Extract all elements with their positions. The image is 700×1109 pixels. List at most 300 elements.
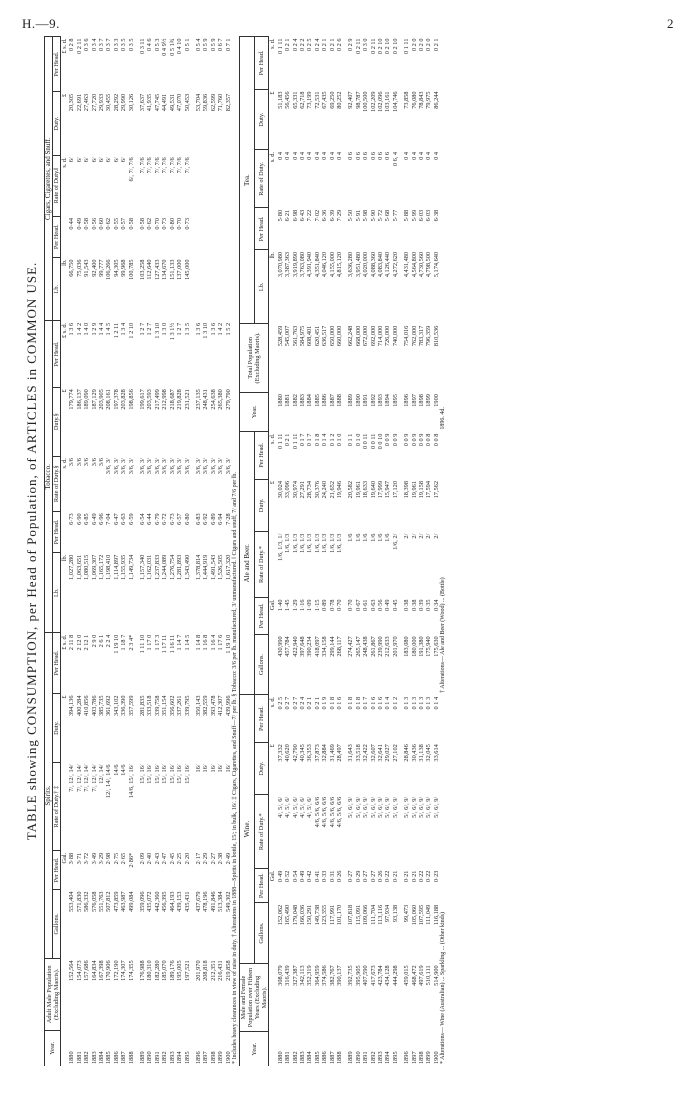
upper-cell: 7/, 12/, 14/ xyxy=(68,764,76,792)
lower-cell: 4,815,120 xyxy=(336,251,343,278)
group-cigars: Cigars, Cigarettes, and Snuff. xyxy=(45,37,53,321)
lower-cell: 5·72 xyxy=(377,209,385,222)
upper-cell: 393,478 xyxy=(209,695,217,716)
lower-cell: 1/6 xyxy=(362,533,370,542)
lower-cell: 0 2 1 xyxy=(321,38,329,52)
upper-cell: 28,292 xyxy=(112,93,120,112)
lower-cell: 36,353 xyxy=(306,744,314,762)
lower-cell: 32,045 xyxy=(425,744,433,762)
upper-cell: 3/6, 3/ xyxy=(194,458,202,475)
lower-cell: 31,469 xyxy=(328,744,336,762)
upper-cell: 2 11 8 xyxy=(68,634,76,651)
upper-cell: 170,906 xyxy=(105,960,113,981)
lower-cell: 1887 xyxy=(328,1051,336,1064)
upper-cell: 164,834 xyxy=(90,960,98,981)
lower-cell: 56,456 xyxy=(284,91,292,109)
upper-cell xyxy=(210,216,217,257)
lower-cell: 19,961 xyxy=(410,481,418,499)
lower-cell: 1·09 xyxy=(306,599,314,612)
upper-cell: 6·90 xyxy=(75,513,83,525)
upper-cell: 2·38 xyxy=(217,852,225,865)
lower-cell: 390,234 xyxy=(306,636,314,657)
upper-col-year: Year. xyxy=(45,1030,61,1066)
document-id: H.—9. xyxy=(22,16,60,31)
upper-cell: 0 3 7 xyxy=(98,38,106,52)
upper-cell: 3/6, 3/ xyxy=(217,458,225,475)
lower-cell: 4/, 5/, 6/ xyxy=(284,796,292,818)
upper-cell: 1 19 10 xyxy=(224,634,232,654)
upper-table-row xyxy=(161,37,168,1067)
lower-cell: 0 1 7 xyxy=(362,696,370,710)
lower-cell: 0 6, 4 xyxy=(391,151,399,167)
lower-cell: 0 1 11 xyxy=(276,433,284,450)
upper-cell: 2·17 xyxy=(194,852,202,865)
lower-cell: 99,473 xyxy=(403,904,411,923)
lower-cell: 0 1 3 xyxy=(425,696,433,710)
upper-table-row xyxy=(202,37,209,1067)
lower-cell: 15,947 xyxy=(384,481,392,499)
lower-cell: 32,607 xyxy=(369,744,377,762)
lower-cell: 1/6, 1/3 xyxy=(284,533,292,553)
lower-cell: 73,858 xyxy=(403,91,411,109)
lower-cell: 103,161 xyxy=(384,91,392,112)
lower-cell: 0·49 xyxy=(298,870,306,883)
upper-cell: 279,790 xyxy=(224,389,232,410)
upper-cell: 0·62 xyxy=(105,218,113,230)
upper-cell: 6·94 xyxy=(217,513,225,525)
upper-table-row xyxy=(154,37,161,1067)
lower-cell: 459,015 xyxy=(403,965,411,986)
lower-cell: 28,846 xyxy=(403,744,411,762)
lower-cell: 0·70 xyxy=(336,599,343,612)
upper-table-row xyxy=(176,37,183,1067)
lower-table-row xyxy=(284,37,291,1067)
lower-cell: 0 1 2 xyxy=(391,696,399,710)
lower-cell: 0 4 xyxy=(306,151,314,160)
lower-cell: 423,784 xyxy=(377,965,385,986)
upper-cell xyxy=(202,155,209,216)
lower-cell: 18,633 xyxy=(362,481,370,499)
upper-cell: 180,310 xyxy=(146,960,154,981)
upper-cell: 412,307 xyxy=(217,695,225,716)
lower-cell: 40,345 xyxy=(298,744,306,762)
lower-cell: 6·38 xyxy=(432,209,440,222)
lower-cell: 32,422 xyxy=(362,744,370,762)
lower-cell: 7·22 xyxy=(306,209,314,222)
upper-cell: 549,302 xyxy=(224,891,232,912)
lower-col-perhead: Per Head. xyxy=(254,869,269,903)
lower-cell: 17,999 xyxy=(377,481,385,499)
lower-cell: 0 6 xyxy=(347,151,355,160)
upper-cell: 0·56 xyxy=(90,218,98,230)
upper-cell: 219,858 xyxy=(224,960,232,981)
lower-cell: 342,113 xyxy=(298,965,306,986)
upper-cell: 1,069,307 xyxy=(90,554,98,580)
upper-cell: 1898 xyxy=(209,1051,217,1064)
lower-cell: 1/6, 1/3 xyxy=(313,533,321,553)
lower-cell: 212,633 xyxy=(384,636,392,657)
upper-cell: 15/, 16/ xyxy=(168,764,176,784)
lower-cell: 1/6 xyxy=(377,533,385,542)
upper-cell: 0 5 9 xyxy=(209,38,217,52)
upper-cell: 2·43 xyxy=(153,852,161,865)
lower-cell: 19,158 xyxy=(418,481,426,499)
lower-cell: 5·98 xyxy=(362,209,370,222)
upper-cell: 1,157,340 xyxy=(139,554,147,580)
upper-col-perhead: Per Head. xyxy=(53,851,61,890)
lower-cell: 4/6, 5/6, 6/6 xyxy=(313,796,321,828)
upper-cell xyxy=(202,216,209,257)
lower-cell: 100,500 xyxy=(362,91,370,112)
lower-cell: 0 1 11 xyxy=(291,433,299,450)
unit-pound: £ xyxy=(61,695,68,699)
lower-cell: 4,272,620 xyxy=(391,251,399,278)
upper-cell: 456,395 xyxy=(161,891,169,912)
lower-cell: 105,060 xyxy=(410,904,418,926)
lower-cell: 1894 xyxy=(384,1051,392,1064)
lower-cell: 514,900 xyxy=(432,965,440,986)
lower-cell: 660,000 xyxy=(336,325,343,347)
lower-cell: 0 1 4 xyxy=(432,696,440,710)
upper-cell: 1 17 11 xyxy=(161,634,169,654)
upper-cell: 356,602 xyxy=(168,695,176,716)
upper-cell: 6·80 xyxy=(183,513,191,525)
upper-cell: 1882 xyxy=(83,1051,91,1064)
upper-cell: 0 3 11 xyxy=(139,38,147,55)
lower-col-year: Year. xyxy=(240,1032,269,1066)
lower-cell: 1886 xyxy=(321,1051,329,1064)
lower-cell: 1892 xyxy=(369,394,377,407)
lower-cell: 1881 xyxy=(284,394,292,407)
lower-cell: 0 1 8 xyxy=(347,696,355,710)
lower-cell: 395,905 xyxy=(354,965,362,986)
upper-cell: 7/, 7/6 xyxy=(161,157,169,174)
upper-cell xyxy=(225,216,232,257)
lower-cell: 6·98 xyxy=(291,209,299,222)
lower-cell: 0·27 xyxy=(369,870,377,883)
upper-cell: 2·09 xyxy=(139,852,147,865)
lower-table-body xyxy=(277,37,441,1067)
upper-cell: 435,431 xyxy=(183,891,191,912)
upper-cell xyxy=(202,257,209,320)
lower-cell: 810,536 xyxy=(432,325,440,347)
upper-cell: 1,343,490 xyxy=(183,554,191,580)
lower-cell: 0·35 xyxy=(425,599,433,612)
lower-cell: 1896 xyxy=(403,394,411,407)
upper-cell xyxy=(195,216,202,257)
upper-cell: 1 11 10 xyxy=(139,634,147,654)
lower-table-row xyxy=(403,37,410,1067)
lower-cell: 0 2 2 xyxy=(298,38,306,52)
upper-cell: 1 17 0 xyxy=(146,634,154,651)
lower-cell: 0·52 xyxy=(284,870,292,883)
lower-cell: 0 2 0 xyxy=(410,38,418,52)
unit-sd: s. d. xyxy=(61,458,68,469)
lower-cell: 0·39 xyxy=(418,599,426,612)
lower-cell: 0 1 11 xyxy=(276,38,284,55)
lower-cell: 0 2 4 xyxy=(291,38,299,52)
lower-cell: 1894 xyxy=(384,394,392,407)
lower-table-row xyxy=(377,37,384,1067)
upper-cell: 3/6, 3/ xyxy=(176,458,184,475)
lower-cell: 5/, 6/, 9/ xyxy=(384,796,392,818)
upper-cell: 1890 xyxy=(146,1051,154,1064)
lower-unit-gal: Gal. xyxy=(269,870,277,882)
upper-cell: 1,080,515 xyxy=(83,554,91,580)
lower-cell: 72,531 xyxy=(313,91,321,109)
lower-cell: 0·63 xyxy=(369,599,377,612)
lower-cell: 7·02 xyxy=(313,209,321,222)
upper-cell: 37,637 xyxy=(139,93,147,112)
lower-table-row xyxy=(411,37,418,1067)
upper-cell: 6·92 xyxy=(202,513,210,525)
upper-cell: 0 5 4 xyxy=(194,38,202,52)
upper-cell: 172,190 xyxy=(112,960,120,981)
lower-table-row xyxy=(277,37,284,1067)
lower-cell: 7·29 xyxy=(336,209,343,222)
lower-cell: 796,359 xyxy=(425,325,433,347)
lower-cell: 390,137 xyxy=(336,965,343,986)
lower-cell: 0 0 9 xyxy=(391,433,399,447)
lower-cell: 149,738 xyxy=(313,904,321,926)
upper-cell: 0·58 xyxy=(139,218,147,230)
upper-cell: 59,836 xyxy=(202,93,210,112)
upper-cell: 0 4 9½ xyxy=(161,38,169,56)
lower-unit-sd: s. d. xyxy=(269,696,277,708)
upper-cell: 7·04 xyxy=(105,513,113,525)
lower-cell: 17,562 xyxy=(432,481,440,499)
upper-cell: 6/ xyxy=(112,157,120,163)
lower-cell: 0 0 9 xyxy=(410,433,418,447)
lower-cell: 76,080 xyxy=(410,91,418,109)
lower-cell: 4,088,360 xyxy=(369,251,377,278)
upper-cell: 1900 xyxy=(224,1051,232,1064)
lower-table-row xyxy=(347,37,354,1067)
upper-cell: 197,378 xyxy=(112,389,120,410)
lower-cell: 18,398 xyxy=(403,481,411,499)
lower-cell: 97,934 xyxy=(384,904,392,923)
lower-col-year-2: Year. xyxy=(240,392,269,431)
upper-cell: 66,750 xyxy=(68,259,76,277)
lower-cell: 1·29 xyxy=(291,599,299,612)
lower-cell: 69,250 xyxy=(328,91,336,109)
upper-col-duty-3: Duty. xyxy=(53,92,61,155)
lower-unit-sd-3: s. d. xyxy=(269,151,277,163)
upper-cell: 3/6, 3/ xyxy=(120,458,128,475)
lower-cell: 4,155,000 xyxy=(328,251,336,278)
upper-cell: 1,149,734 xyxy=(127,554,135,580)
upper-cell: 179,774 xyxy=(68,389,76,410)
lower-cell: 1/6 xyxy=(347,533,355,542)
upper-cell: 3/6, 3/ xyxy=(183,458,191,475)
upper-cell: 14/6, 15/, 16/ xyxy=(127,764,135,799)
lower-cell: 1888 xyxy=(336,394,343,407)
upper-cell: 137,000 xyxy=(176,259,184,280)
lower-cell: 1893 xyxy=(377,394,385,407)
upper-cell: 152,564 xyxy=(68,960,76,981)
upper-cell: 1,491,543 xyxy=(209,554,217,580)
lower-cell: 1895 xyxy=(391,394,399,407)
lower-table-row xyxy=(314,37,321,1067)
lower-cell: 0·21 xyxy=(391,870,399,883)
lower-cell: 1884 xyxy=(306,1051,314,1064)
lower-cell: 0 2 0 xyxy=(418,38,426,52)
upper-col-duty-2: Duty.§ xyxy=(53,387,61,456)
lower-cell: 30,436 xyxy=(410,744,418,762)
lower-cell: 166,036 xyxy=(298,904,306,926)
lower-cell: 0 4 xyxy=(418,151,426,160)
upper-cell: 0 5 1¾ xyxy=(168,38,176,56)
lower-cell: 0 1 3 xyxy=(403,696,411,710)
upper-cell: 7/, 7/6 xyxy=(153,157,161,174)
lower-cell: 0 2 10 xyxy=(391,38,399,55)
upper-cell: 3/6 xyxy=(98,458,106,467)
upper-cell xyxy=(195,155,202,216)
lower-cell: 0 1 7 xyxy=(306,433,314,447)
upper-cell: 7/, 12/, 14/ xyxy=(83,764,91,792)
lower-col-total-pop: Total Population (Excluding Maoris). xyxy=(240,324,269,392)
upper-cell: 201,970 xyxy=(194,960,202,981)
lower-cell: 299,144 xyxy=(328,636,336,657)
upper-cell: 6/ xyxy=(105,157,113,163)
lower-cell: 104,746 xyxy=(391,91,399,112)
upper-cell: 3/6, 3/ xyxy=(161,458,169,475)
lower-cell: 20,582 xyxy=(347,481,355,499)
upper-cell: 0 3 7 xyxy=(105,38,113,52)
upper-cell xyxy=(210,257,217,320)
upper-col-lb: Lb. xyxy=(53,553,61,633)
lower-footnote-tea: 1896. 4d. xyxy=(440,407,447,430)
lower-cell: 0 1 4 xyxy=(384,696,392,710)
lower-cell: 0·61 xyxy=(362,599,370,612)
upper-cell: 3/6 xyxy=(90,458,98,467)
upper-cell: 198,856 xyxy=(127,389,135,410)
upper-cell: 100,785 xyxy=(127,259,135,280)
upper-cell: 1 2 11 xyxy=(112,322,120,339)
upper-cell: 1887 xyxy=(120,1051,128,1064)
upper-cell: 3·49 xyxy=(90,852,98,865)
lower-cell: 117,991 xyxy=(328,904,336,926)
upper-cell: 1 16 4 xyxy=(209,634,217,651)
lower-cell: 308,079 xyxy=(276,965,284,986)
upper-cell: 1899 xyxy=(217,1051,225,1064)
upper-cell: 403,786 xyxy=(90,695,98,716)
lower-cell: 0 2 1 xyxy=(284,433,292,447)
upper-cell: 6/ xyxy=(120,157,128,163)
upper-cell: 1,198,410 xyxy=(105,554,113,580)
upper-cell: 265,380 xyxy=(217,389,225,410)
lower-cell: 0·23 xyxy=(432,870,440,883)
lower-cell: 1/6, 1/3 xyxy=(291,533,299,553)
lower-cell: 0 2 1 xyxy=(432,38,440,52)
lower-cell: 510,111 xyxy=(425,965,433,986)
lower-cell: 1/6 xyxy=(384,533,392,542)
lower-cell: 374,586 xyxy=(321,965,329,986)
lower-cell: 32,641 xyxy=(377,744,385,762)
lower-footnote-ale: † Alterations— Ale and Beer (Wood) ... (Bottle) xyxy=(440,577,447,693)
upper-cell: 0 6 7 xyxy=(217,38,225,52)
lower-col-duty: Duty. xyxy=(254,742,269,795)
lower-cell: 6·43 xyxy=(298,209,306,222)
upper-cell: 1 2 7 xyxy=(176,322,184,336)
upper-cell: 0 2 8 xyxy=(68,38,76,52)
upper-cell: 1885 xyxy=(105,1051,113,1064)
upper-cell: 1894 xyxy=(176,1051,184,1064)
upper-cell: 106,266 xyxy=(105,259,113,280)
lower-cell: 0 0 8 xyxy=(425,433,433,447)
lower-cell: 0·49 xyxy=(384,599,392,612)
lower-cell: 0·70 xyxy=(347,599,355,612)
upper-footnote: * Includes heavy clearances in view of raise in duty. † Alterations in 1888—Spirits in bottle, 15/; in bulk, 16/. ‡ Cigars, Cigarettes, and Snuff—7/ per lb. § Tobacco: 3/6 per lb. manufactured, 3/ unmanufactured. ‖ Cigars and snuff, 7/ and 7/6 per lb. xyxy=(231,472,238,1064)
lower-cell: 1889 xyxy=(347,394,355,407)
lower-cell: 37,873 xyxy=(313,744,321,762)
lower-cell: 0 1 8 xyxy=(328,696,336,710)
lower-cell: 407,590 xyxy=(362,965,370,986)
upper-cell: 7/, 7/6 xyxy=(146,157,154,174)
lower-cell: 5·68 xyxy=(384,209,392,222)
lower-cell: 545,007 xyxy=(284,325,292,347)
upper-cell: 44,491 xyxy=(161,93,169,112)
upper-cell: 1,155,935 xyxy=(120,554,128,580)
upper-table-row xyxy=(225,37,232,1067)
upper-cell: 208,818 xyxy=(202,960,210,981)
upper-cell: 174,307 xyxy=(120,960,128,981)
upper-cell: 3/6 xyxy=(68,458,76,467)
lower-cell: 5,174,640 xyxy=(432,251,440,278)
lower-cell: 316,439 xyxy=(284,965,292,986)
lower-cell: 0 1 8 xyxy=(354,696,362,710)
lower-cell: 0·89 xyxy=(321,599,329,612)
lower-cell: 1884 xyxy=(306,394,314,407)
upper-cell: 15/, 16/ xyxy=(176,764,184,784)
lower-cell: 418,097 xyxy=(313,636,321,657)
lower-cell: 5/, 6/, 9/ xyxy=(377,796,385,818)
lower-cell: 0 2 10 xyxy=(377,38,385,55)
lower-table xyxy=(239,36,447,1066)
upper-cell: 1 16 11 xyxy=(168,634,176,654)
upper-cell: 49,531 xyxy=(168,93,176,112)
lower-cell: 1885 xyxy=(313,1051,321,1064)
lower-cell: 32,884 xyxy=(321,744,329,762)
upper-cell: 7/, 7/6 xyxy=(168,157,176,174)
lower-unit-lb: lb. xyxy=(269,251,277,259)
upper-cell: 2 12 1 xyxy=(83,634,91,651)
lower-cell: 1896 xyxy=(403,1051,411,1064)
lower-cell: 1/6, 1/3 xyxy=(306,533,314,553)
lower-cell: 1880 xyxy=(276,1051,284,1064)
upper-cell: 195,005 xyxy=(176,960,184,981)
upper-cell: 1881 xyxy=(75,1051,83,1064)
upper-cell: 6·79 xyxy=(153,513,161,525)
lower-cell: 4,126,440 xyxy=(384,251,392,278)
lower-cell: 201,970 xyxy=(391,636,399,657)
upper-cell: 6/ xyxy=(68,157,76,163)
lower-cell: 80,252 xyxy=(336,91,343,109)
upper-cell: 0 3 4 xyxy=(90,38,98,52)
upper-cell: 187,129 xyxy=(90,389,98,410)
upper-cell: 1,165,172 xyxy=(98,554,106,580)
lower-cell: 0 2 1 xyxy=(306,696,314,710)
upper-cell: 16/ xyxy=(217,764,225,773)
upper-cell: 3/6, 3/ xyxy=(127,458,135,475)
upper-cell xyxy=(217,257,224,320)
unit-lsd-3: £ s. d. xyxy=(61,38,68,54)
upper-cell: 203,593 xyxy=(146,389,154,410)
upper-cell: 2·29 xyxy=(202,852,210,865)
lower-table-row xyxy=(392,37,399,1067)
lower-cell: 2/ xyxy=(410,533,418,539)
lower-cell: 422,940 xyxy=(291,636,299,657)
